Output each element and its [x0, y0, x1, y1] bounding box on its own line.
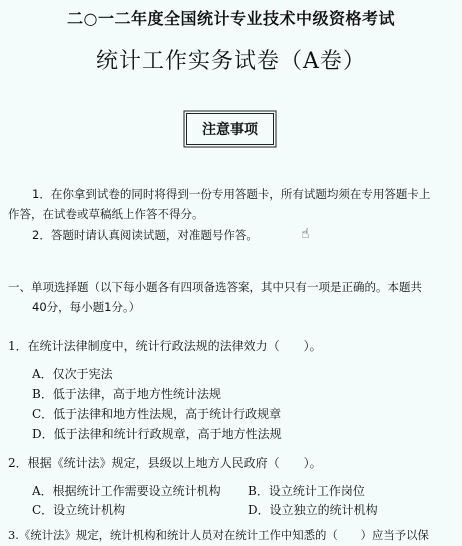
- question-2-stem: 2．根据《统计法》规定，县级以上地方人民政府（ ）。: [8, 456, 322, 470]
- question-1-option-c: C．低于法律和地方性法规，高于统计行政规章: [32, 407, 282, 421]
- notice-line-1b: 作答，在试卷或草稿纸上作答不得分。: [8, 207, 204, 221]
- question-1-option-b: B．低于法律，高于地方性统计法规: [32, 387, 221, 401]
- question-2-option-d: D．设立独立的统计机构: [248, 503, 378, 517]
- question-3-stem: 3.《统计法》规定，统计机构和统计人员对在统计工作中知悉的（ ）应当予以保: [8, 528, 429, 542]
- notice-line-2: 2．答题时请认真阅读试题，对准题号作答。: [32, 228, 258, 242]
- question-1-stem: 1．在统计法律制度中，统计行政法规的法律效力（ ）。: [8, 339, 322, 353]
- hand-pointer-icon: ☝: [301, 226, 310, 242]
- paper-title: 统计工作实务试卷（A卷）: [96, 49, 366, 74]
- question-2-option-a: A．根据统计工作需要设立统计机构: [32, 484, 221, 498]
- section-heading-b: 40分，每小题1分。）: [32, 300, 141, 314]
- question-1-option-a: A．仅次于宪法: [32, 367, 113, 381]
- question-2-option-b: B．设立统计工作岗位: [248, 484, 365, 498]
- question-2-option-c: C．设立统计机构: [32, 503, 126, 517]
- notice-heading: 注意事项: [202, 122, 258, 138]
- exam-title: 二○一二年度全国统计专业技术中级资格考试: [67, 9, 395, 28]
- question-1-option-d: D．低于法律和统计行政规章，高于地方性法规: [32, 427, 282, 441]
- section-heading-a: 一、单项选择题（以下每小题各有四项备选答案，其中只有一项是正确的。本题共: [8, 280, 422, 294]
- notice-heading-box: [186, 113, 274, 145]
- notice-line-1a: 1．在你拿到试卷的同时将得到一份专用答题卡，所有试题均须在专用答题卡上: [32, 187, 431, 201]
